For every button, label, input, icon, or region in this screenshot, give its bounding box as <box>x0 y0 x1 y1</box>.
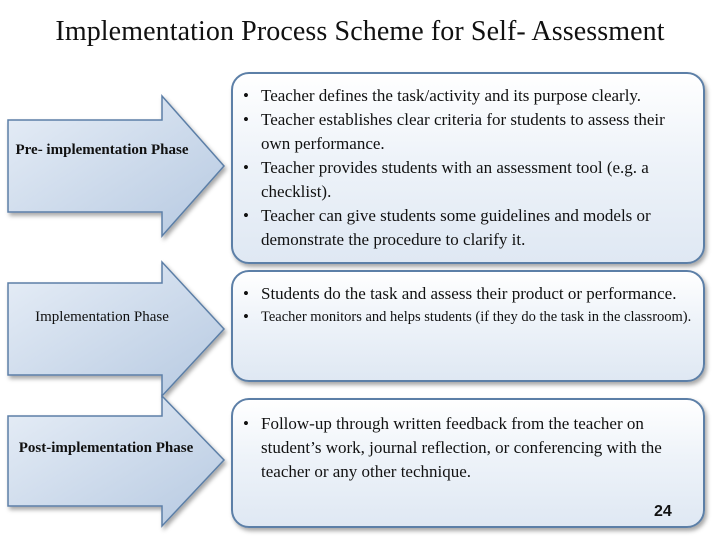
list-item: • Teacher defines the task/activity and its purpose clearly. <box>233 84 693 108</box>
pre-implementation-arrow <box>8 96 224 236</box>
list-item: • Students do the task and assess their product or performance. <box>233 282 693 306</box>
post-implementation-box <box>231 398 705 528</box>
list-item: • Teacher can give students some guidelines and models or demonstrate the procedure to clarify it. <box>233 204 693 252</box>
list-item: • Follow-up through written feedback from the teacher on student’s work, journal reflection, or conferencing with the teacher or any other technique. <box>233 412 693 484</box>
page-title: Implementation Process Scheme for Self- Assessment <box>55 16 665 47</box>
phase-label-post-implementation: Post-implementation Phase <box>18 440 194 456</box>
list-item: • Teacher establishes clear criteria for students to assess their own performance. <box>233 108 693 156</box>
post-implementation-arrow <box>8 396 224 526</box>
implementation-arrow <box>8 262 224 396</box>
implementation-box <box>231 270 705 382</box>
page-number: 24 <box>654 503 672 520</box>
list-item: • Teacher provides students with an assessment tool (e.g. a checklist). <box>233 156 693 204</box>
phase-label-implementation: Implementation Phase <box>35 309 169 325</box>
phase-label-pre-implementation: Pre- implementation Phase <box>15 142 189 158</box>
pre-implementation-box <box>231 72 705 264</box>
list-item: • Teacher monitors and helps students (if they do the task in the classroom). <box>233 306 693 328</box>
